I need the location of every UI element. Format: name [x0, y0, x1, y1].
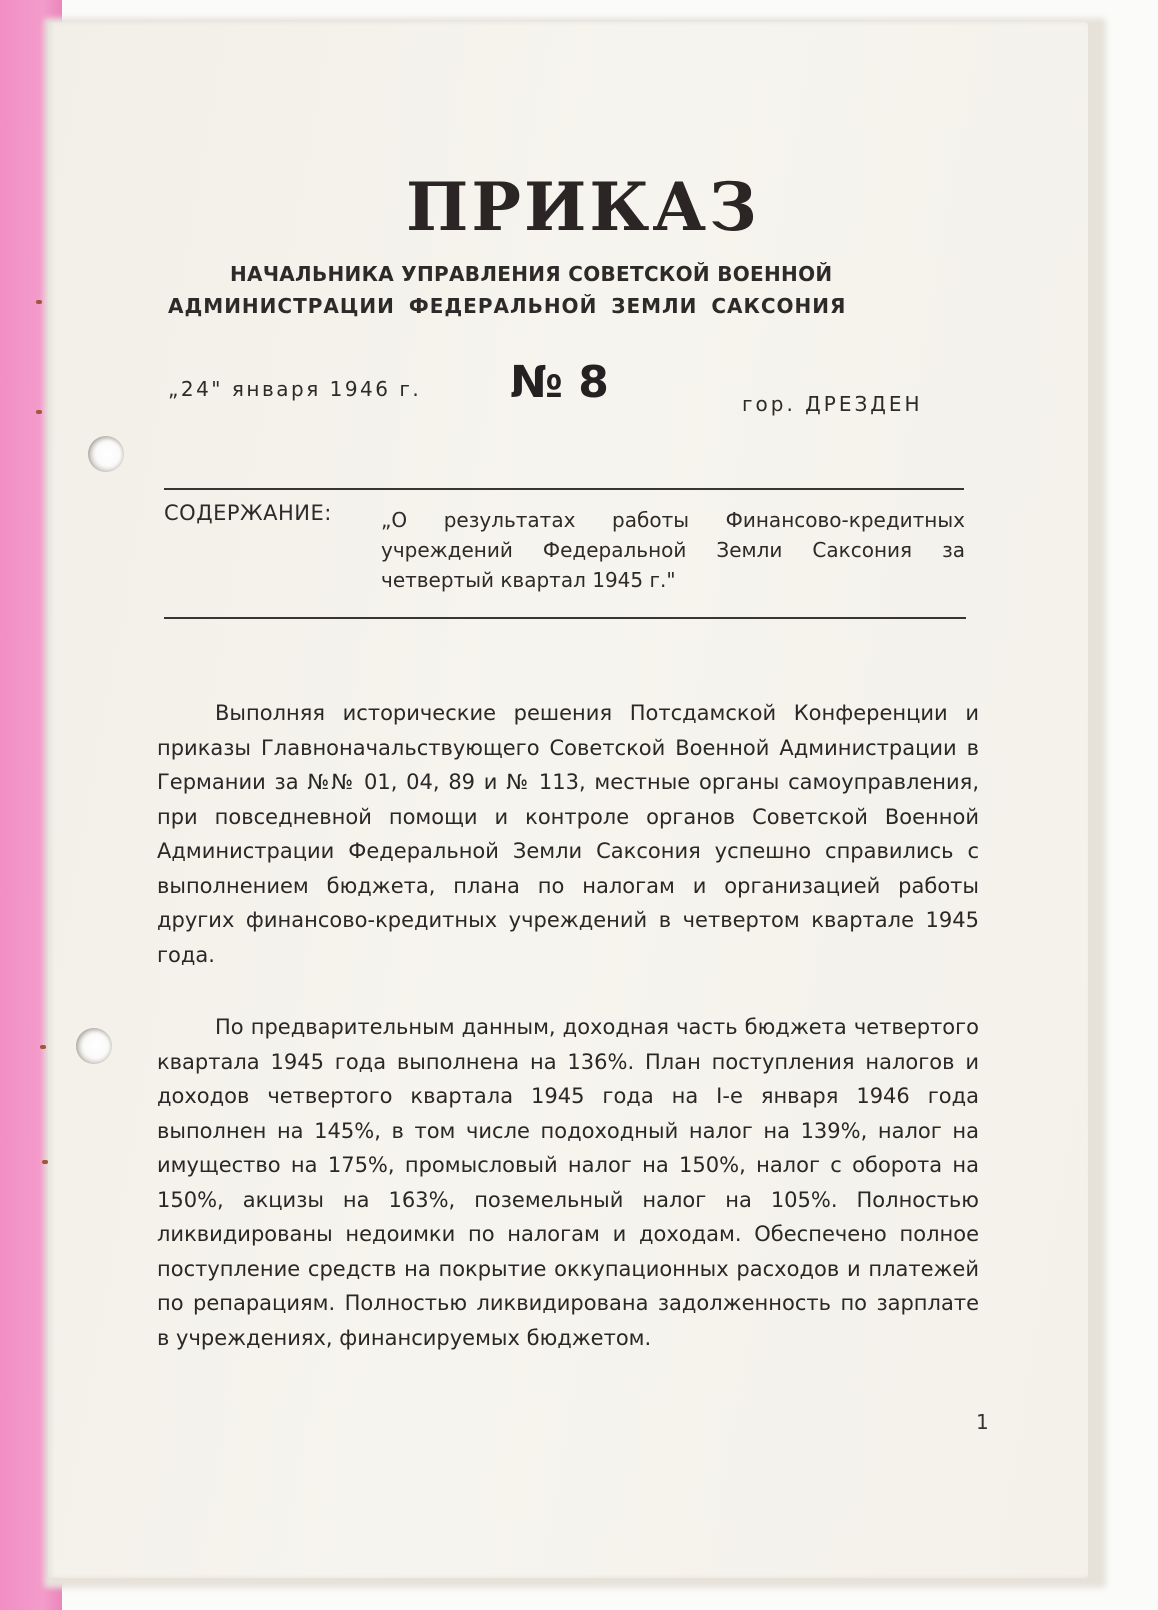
- body-paragraph-1: Выполняя исторические решения Потсдамской Конференции и приказы Главноначальствующего Советской Военной Администрации в Германии за №№ 01, 04, 89 и № 113, местные органы самоуправления, при повседневной помощи и контроле органов Советской Военной Администрации Федеральной Земли Саксония успешно справились с выполнением бюджета, плана по налогам и организацией работы других финансово-кредитных учреждений в четвертом квартале 1945 года.: [157, 701, 979, 967]
- binding-stitch: [40, 1045, 46, 1049]
- contents-text: „О результатах работы Финансово-кредитных учреждений Федеральной Земли Саксония за четвертый квартал 1945 г.": [381, 508, 965, 592]
- punch-hole-bottom: [76, 1028, 112, 1064]
- order-number: № 8: [510, 357, 609, 408]
- binding-stitch: [36, 300, 42, 304]
- punch-hole-top: [88, 436, 124, 472]
- subtitle-line-1: НАЧАЛЬНИКА УПРАВЛЕНИЯ СОВЕТСКОЙ ВОЕННОЙ: [230, 262, 833, 286]
- binding-stitch: [42, 1160, 48, 1164]
- binding-stitch: [36, 410, 42, 414]
- subtitle-line-2: АДМИНИСТРАЦИИ ФЕДЕРАЛЬНОЙ ЗЕМЛИ САКСОНИЯ: [168, 294, 847, 318]
- page-number: 1: [976, 1410, 989, 1434]
- contents-label: СОДЕРЖАНИЕ:: [164, 501, 332, 525]
- order-city: гор. ДРЕЗДЕН: [742, 392, 923, 416]
- body-paragraph-2: По предварительным данным, доходная часть бюджета четвертого квартала 1945 года выполнена на 136%. План поступления налогов и доходов четвертого квартала 1945 года на I-е января 1946 года выполнен на 145%, в том числе подоходный налог на 139%, налог на имущество на 175%, промысловый налог на 150%, налог с оборота на 150%, акцизы на 163%, поземельный налог на 105%. Полностью ликвидированы недоимки по налогам и доходам. Обеспечено полное поступление средств на покрытие оккупационных расходов и платежей по репарациям. Полностью ликвидирована задолженность по зарплате в учреждениях, финансируемых бюджетом.: [157, 1015, 979, 1350]
- order-date: „24" января 1946 г.: [168, 377, 422, 401]
- divider-top: [164, 488, 964, 490]
- document-title: ПРИКАЗ: [406, 168, 760, 246]
- divider-bottom: [164, 617, 966, 619]
